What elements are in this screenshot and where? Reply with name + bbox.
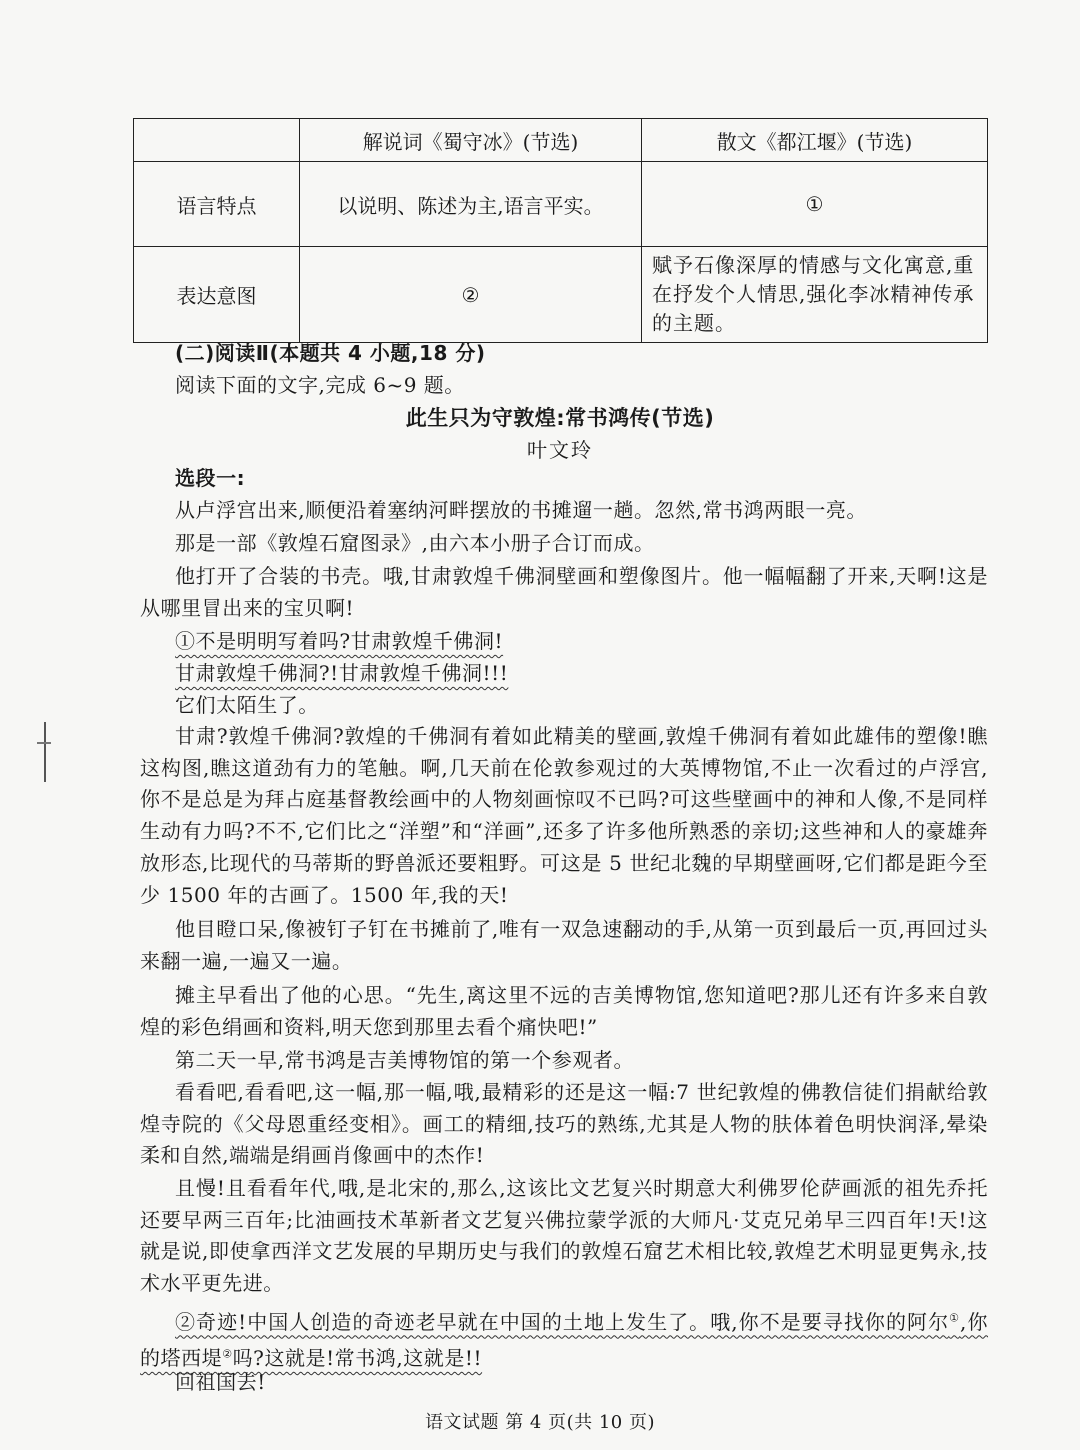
margin-binding-mark	[44, 722, 46, 782]
paragraph: 摊主早看出了他的心思。“先生,离这里不远的吉美博物馆,您知道吧?那儿还有许多来自敦煌的彩色绢画和资料,明天您到那里去看个痛快吧!”	[140, 983, 988, 1039]
comparison-table	[133, 118, 988, 343]
article-title: 此生只为守敦煌:常书鸿传(节选)	[405, 406, 715, 430]
underline-text-part: 吗?这就是!常书鸿,这就是!!	[232, 1346, 483, 1371]
paragraph: 它们太陌生了。	[175, 693, 319, 717]
section-instruction: 阅读下面的文字,完成 6~9 题。	[175, 373, 465, 397]
paragraph: 从卢浮宫出来,顺便沿着塞纳河畔摆放的书摊遛一趟。忽然,常书鸿两眼一亮。	[175, 498, 867, 522]
paragraph: 他目瞪口呆,像被钉子钉在书摊前了,唯有一双急速翻动的手,从第一页到最后一页,再回过头来翻一遍,一遍又一遍。	[140, 917, 988, 973]
wavy-underline-text: 甘肃敦煌千佛洞?!甘肃敦煌千佛洞!!!	[175, 661, 509, 685]
paragraph: 且慢!且看看年代,哦,是北宋的,那么,这该比文艺复兴时期意大利佛罗伦萨画派的祖先乔托还要早两三百年;比油画技术革新者文艺复兴佛拉蒙学派的大师凡·艾克兄弟早三四百年!天!这就是说,即使拿西洋文艺发展的早期历史与我们的敦煌石窟艺术相比较,敦煌艺术明显更隽永,技术水平更先进。	[140, 1176, 988, 1296]
segment-label: 选段一:	[175, 466, 246, 490]
paragraph: 看看吧,看看吧,这一幅,那一幅,哦,最精彩的还是这一幅:7 世纪敦煌的佛教信徒们捐献给敦煌寺院的《父母恩重经变相》。画工的精细,技巧的熟练,尤其是人物的肤体着色明快润泽,晕染柔和自然,端端是绢画肖像画中的杰作!	[140, 1080, 988, 1168]
table-row	[134, 247, 988, 343]
footnote-mark-2: ②	[222, 1347, 233, 1361]
table-cell: 以说明、陈述为主,语言平实。	[300, 162, 642, 247]
article-author: 叶文玲	[527, 438, 593, 462]
paragraph: 他打开了合装的书壳。哦,甘肃敦煌千佛洞壁画和塑像图片。他一幅幅翻了开来,天啊!这是从哪里冒出来的宝贝啊!	[140, 564, 988, 620]
table-header-shushoubing: 解说词《蜀守冰》(节选)	[300, 119, 642, 162]
wavy-underline-text: ①不是明明写着吗?甘肃敦煌千佛洞!	[175, 629, 504, 653]
table-header-dujiangyan: 散文《都江堰》(节选)	[642, 119, 988, 162]
table-row	[134, 162, 988, 247]
table-header-empty	[134, 119, 300, 162]
underline-text-part: ,你的塔西堤	[140, 1309, 989, 1371]
paragraph: 回祖国去!	[175, 1370, 266, 1394]
section-title: (二)阅读Ⅱ(本题共 4 小题,18 分)	[175, 341, 486, 365]
underline-text-part: ②奇迹!中国人创造的奇迹老早就在中国的土地上发生了。哦,你不是要寻找你的阿尔	[175, 1309, 950, 1334]
margin-binding-tick	[37, 742, 51, 744]
table-row-label: 表达意图	[134, 247, 300, 343]
footnote-mark-1: ①	[949, 1311, 961, 1324]
paragraph-underlined-2	[140, 658, 988, 690]
table-cell-blank-1: ①	[642, 162, 988, 247]
table-cell-blank-2: ②	[300, 247, 642, 343]
page-footer: 语文试题 第 4 页(共 10 页)	[424, 1412, 655, 1433]
paragraph-underlined-1	[140, 626, 988, 658]
table-cell: 赋予石像深厚的情感与文化寓意,重在抒发个人情思,强化李冰精神传承的主题。	[642, 247, 988, 343]
paragraph: 甘肃?敦煌千佛洞?敦煌的千佛洞有着如此精美的壁画,敦煌千佛洞有着如此雄伟的塑像!瞧这构图,瞧这道劲有力的笔触。啊,几天前在伦敦参观过的大英博物馆,不止一次看过的卢浮宫,你不是总是为拜占庭基督教绘画中的人物刻画惊叹不已吗?可这些壁画中的神和人像,不是同样生动有力吗?不不,它们比之“洋塑”和“洋画”,还多了许多他所熟悉的亲切;这些神和人的豪雄奔放形态,比现代的马蒂斯的野兽派还要粗野。可这是 5 世纪北魏的早期壁画呀,它们都是距今至少 1500 年的古画了。1500 年,我的天!	[140, 724, 988, 907]
wavy-underline-text	[140, 1310, 988, 1370]
paragraph: 第二天一早,常书鸿是吉美博物馆的第一个参观者。	[175, 1048, 635, 1072]
table-row-label: 语言特点	[134, 162, 300, 247]
paragraph: 那是一部《敦煌石窟图录》,由六本小册子合订而成。	[175, 531, 655, 555]
table-header-row	[134, 119, 988, 162]
paragraph-underlined-3	[140, 1302, 988, 1375]
